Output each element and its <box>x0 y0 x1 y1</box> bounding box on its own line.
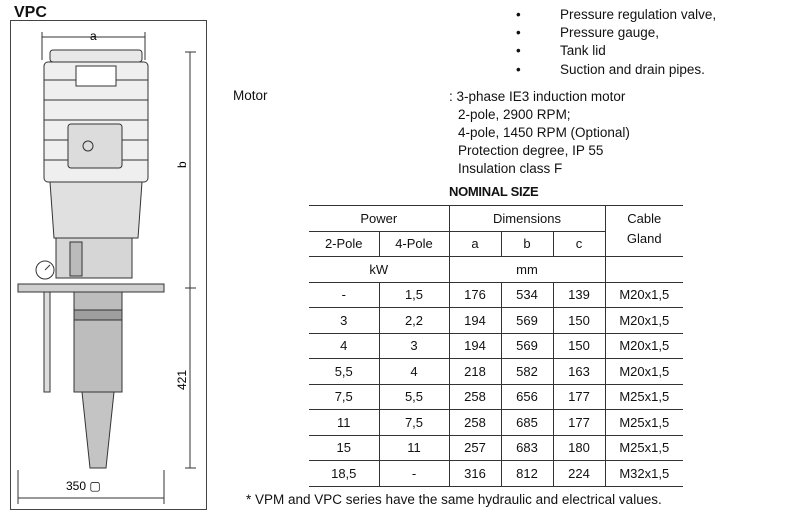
header-dimensions: Dimensions <box>449 206 605 232</box>
motor-label: Motor <box>233 88 268 103</box>
cell-b: 582 <box>501 359 553 385</box>
motor-spec-line: : 3-phase IE3 induction motor <box>449 89 626 104</box>
cell-2-pole: 7,5 <box>309 384 379 410</box>
list-item <box>516 24 716 42</box>
header-c: c <box>553 231 605 257</box>
table-row <box>309 359 683 385</box>
dim-350-label: 350 ▢ <box>66 479 101 493</box>
cell-2-pole: 11 <box>309 410 379 436</box>
cell-b: 569 <box>501 308 553 334</box>
cell-4-pole: 1,5 <box>379 282 449 308</box>
motor-spec-line: 4-pole, 1450 RPM (Optional) <box>458 125 630 140</box>
motor-spec <box>449 88 630 178</box>
header-gland: Gland <box>605 231 683 257</box>
cell-a: 316 <box>449 461 501 487</box>
cell-4-pole: 7,5 <box>379 410 449 436</box>
dim-b-label: b <box>175 161 189 168</box>
table-row <box>309 308 683 334</box>
cell-2-pole: 15 <box>309 435 379 461</box>
cell-c: 180 <box>553 435 605 461</box>
cell-cable-gland: M25x1,5 <box>605 410 683 436</box>
cell-c: 177 <box>553 384 605 410</box>
list-item-text: Tank lid <box>560 43 606 59</box>
cell-c: 150 <box>553 333 605 359</box>
cell-2-pole: 18,5 <box>309 461 379 487</box>
cell-2-pole: 3 <box>309 308 379 334</box>
cell-b: 534 <box>501 282 553 308</box>
motor-spec-line: Insulation class F <box>458 161 563 176</box>
table-title: NOMINAL SIZE <box>449 184 539 199</box>
bullet-icon: • <box>516 25 521 41</box>
cell-2-pole: 4 <box>309 333 379 359</box>
header-4-pole: 4-Pole <box>379 231 449 257</box>
cell-4-pole: 2,2 <box>379 308 449 334</box>
cell-a: 257 <box>449 435 501 461</box>
list-item-text: Suction and drain pipes. <box>560 61 705 77</box>
cell-4-pole: 5,5 <box>379 384 449 410</box>
cell-cable-gland: M32x1,5 <box>605 461 683 487</box>
cell-c: 139 <box>553 282 605 308</box>
unit-power: kW <box>309 257 449 283</box>
cell-b: 656 <box>501 384 553 410</box>
cell-cable-gland: M25x1,5 <box>605 384 683 410</box>
table-row <box>309 282 683 308</box>
cell-a: 194 <box>449 333 501 359</box>
header-a: a <box>449 231 501 257</box>
header-power: Power <box>309 206 449 232</box>
cell-c: 224 <box>553 461 605 487</box>
cell-2-pole: 5,5 <box>309 359 379 385</box>
pump-drawing <box>10 20 207 510</box>
cell-cable-gland: M20x1,5 <box>605 308 683 334</box>
table-row <box>309 384 683 410</box>
cell-a: 258 <box>449 410 501 436</box>
page-title: VPC <box>14 4 47 21</box>
accessory-list <box>516 6 716 79</box>
list-item <box>516 42 716 60</box>
cell-c: 163 <box>553 359 605 385</box>
table-header-row <box>309 231 683 257</box>
bullet-icon: • <box>516 43 521 59</box>
cell-cable-gland: M20x1,5 <box>605 333 683 359</box>
nominal-size-table <box>309 205 683 487</box>
motor-spec-line: 2-pole, 2900 RPM; <box>458 107 571 122</box>
table-body <box>309 282 683 486</box>
cell-4-pole: 11 <box>379 435 449 461</box>
cell-c: 150 <box>553 308 605 334</box>
list-item <box>516 6 716 24</box>
cell-2-pole: - <box>309 282 379 308</box>
list-item <box>516 61 716 79</box>
cell-c: 177 <box>553 410 605 436</box>
cell-cable-gland: M20x1,5 <box>605 359 683 385</box>
footnote: * VPM and VPC series have the same hydraulic and electrical values. <box>246 492 662 507</box>
cell-4-pole: 3 <box>379 333 449 359</box>
cell-a: 258 <box>449 384 501 410</box>
cell-cable-gland: M20x1,5 <box>605 282 683 308</box>
motor-spec-line: Protection degree, IP 55 <box>458 143 604 158</box>
dim-421-label: 421 <box>175 369 189 390</box>
cell-4-pole: - <box>379 461 449 487</box>
cell-b: 569 <box>501 333 553 359</box>
table-row <box>309 461 683 487</box>
cell-a: 176 <box>449 282 501 308</box>
unit-cable <box>605 257 683 283</box>
cell-b: 683 <box>501 435 553 461</box>
table-header-row <box>309 206 683 232</box>
header-2-pole: 2-Pole <box>309 231 379 257</box>
cell-a: 218 <box>449 359 501 385</box>
cell-a: 194 <box>449 308 501 334</box>
header-b: b <box>501 231 553 257</box>
table-unit-row <box>309 257 683 283</box>
bullet-icon: • <box>516 7 521 22</box>
cell-b: 812 <box>501 461 553 487</box>
table-row <box>309 410 683 436</box>
header-cable: Cable <box>605 206 683 232</box>
table-row <box>309 435 683 461</box>
cell-b: 685 <box>501 410 553 436</box>
unit-dimensions: mm <box>449 257 605 283</box>
dim-a-label: a <box>90 29 97 43</box>
table-row <box>309 333 683 359</box>
list-item-text: Pressure gauge, <box>560 25 660 41</box>
cell-4-pole: 4 <box>379 359 449 385</box>
bullet-icon: • <box>516 61 521 77</box>
list-item-text: Pressure regulation valve, <box>560 7 717 22</box>
cell-cable-gland: M25x1,5 <box>605 435 683 461</box>
